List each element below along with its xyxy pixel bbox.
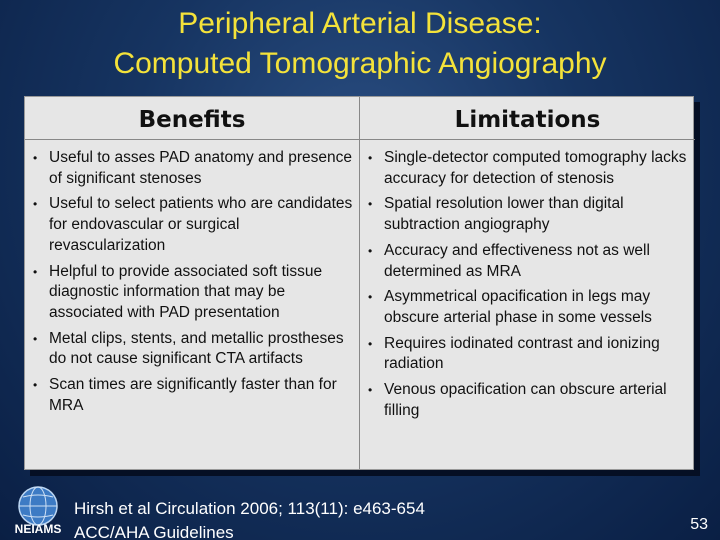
benefits-header: Benefits	[25, 97, 359, 140]
benefits-list	[25, 140, 359, 416]
bullet-icon: •	[33, 378, 38, 393]
page-number: 53	[690, 516, 708, 533]
bullet-icon: •	[33, 331, 38, 346]
list-item: • Venous opacification can obscure arterial filling	[368, 381, 667, 419]
title-line-2: Computed Tomographic Angiography	[113, 47, 607, 80]
list-item: • Spatial resolution lower than digital subtraction angiography	[368, 195, 624, 234]
limitations-list	[360, 140, 695, 421]
bullet-icon: •	[368, 290, 373, 305]
list-item: • Helpful to provide associated soft tissue diagnostic information that may be associated with PAD presentation	[33, 262, 323, 321]
bullet-icon: •	[368, 336, 373, 351]
list-item: • Useful to asses PAD anatomy and presence of significant stenoses	[33, 149, 352, 187]
title-line-1: Peripheral Arterial Disease:	[178, 7, 542, 40]
globe-logo-icon	[6, 484, 70, 536]
bullet-icon: •	[368, 197, 373, 212]
list-item: • Requires iodinated contrast and ionizing radiation	[368, 334, 660, 373]
list-item: • Asymmetrical opacification in legs may obscure arterial phase in some vessels	[368, 288, 652, 326]
bullet-icon: •	[368, 383, 373, 398]
logo-text: NEIAMS	[14, 522, 62, 536]
bullet-icon: •	[368, 243, 373, 258]
limitations-header: Limitations	[360, 97, 695, 140]
bullet-icon: •	[33, 264, 38, 279]
list-item: • Scan times are significantly faster than for MRA	[33, 376, 337, 414]
citation	[74, 497, 425, 540]
bullet-icon: •	[368, 151, 373, 165]
bullet-icon: •	[33, 151, 38, 165]
comparison-table	[24, 96, 694, 470]
citation-line-1: Hirsh et al Circulation 2006; 113(11): e463-654	[74, 499, 425, 518]
list-item: • Useful to select patients who are candidates for endovascular or surgical revascularization	[33, 195, 353, 254]
list-item: • Accuracy and effectiveness not as well determined as MRA	[368, 241, 650, 280]
benefits-column	[25, 97, 360, 469]
list-item: • Single-detector computed tomography lacks accuracy for detection of stenosis	[368, 149, 687, 187]
slide-title	[0, 4, 720, 84]
list-item: • Metal clips, stents, and metallic prostheses do not cause significant CTA artifacts	[33, 329, 344, 368]
citation-line-2: ACC/AHA Guidelines	[74, 523, 234, 540]
limitations-column	[360, 97, 695, 469]
bullet-icon: •	[33, 197, 38, 212]
